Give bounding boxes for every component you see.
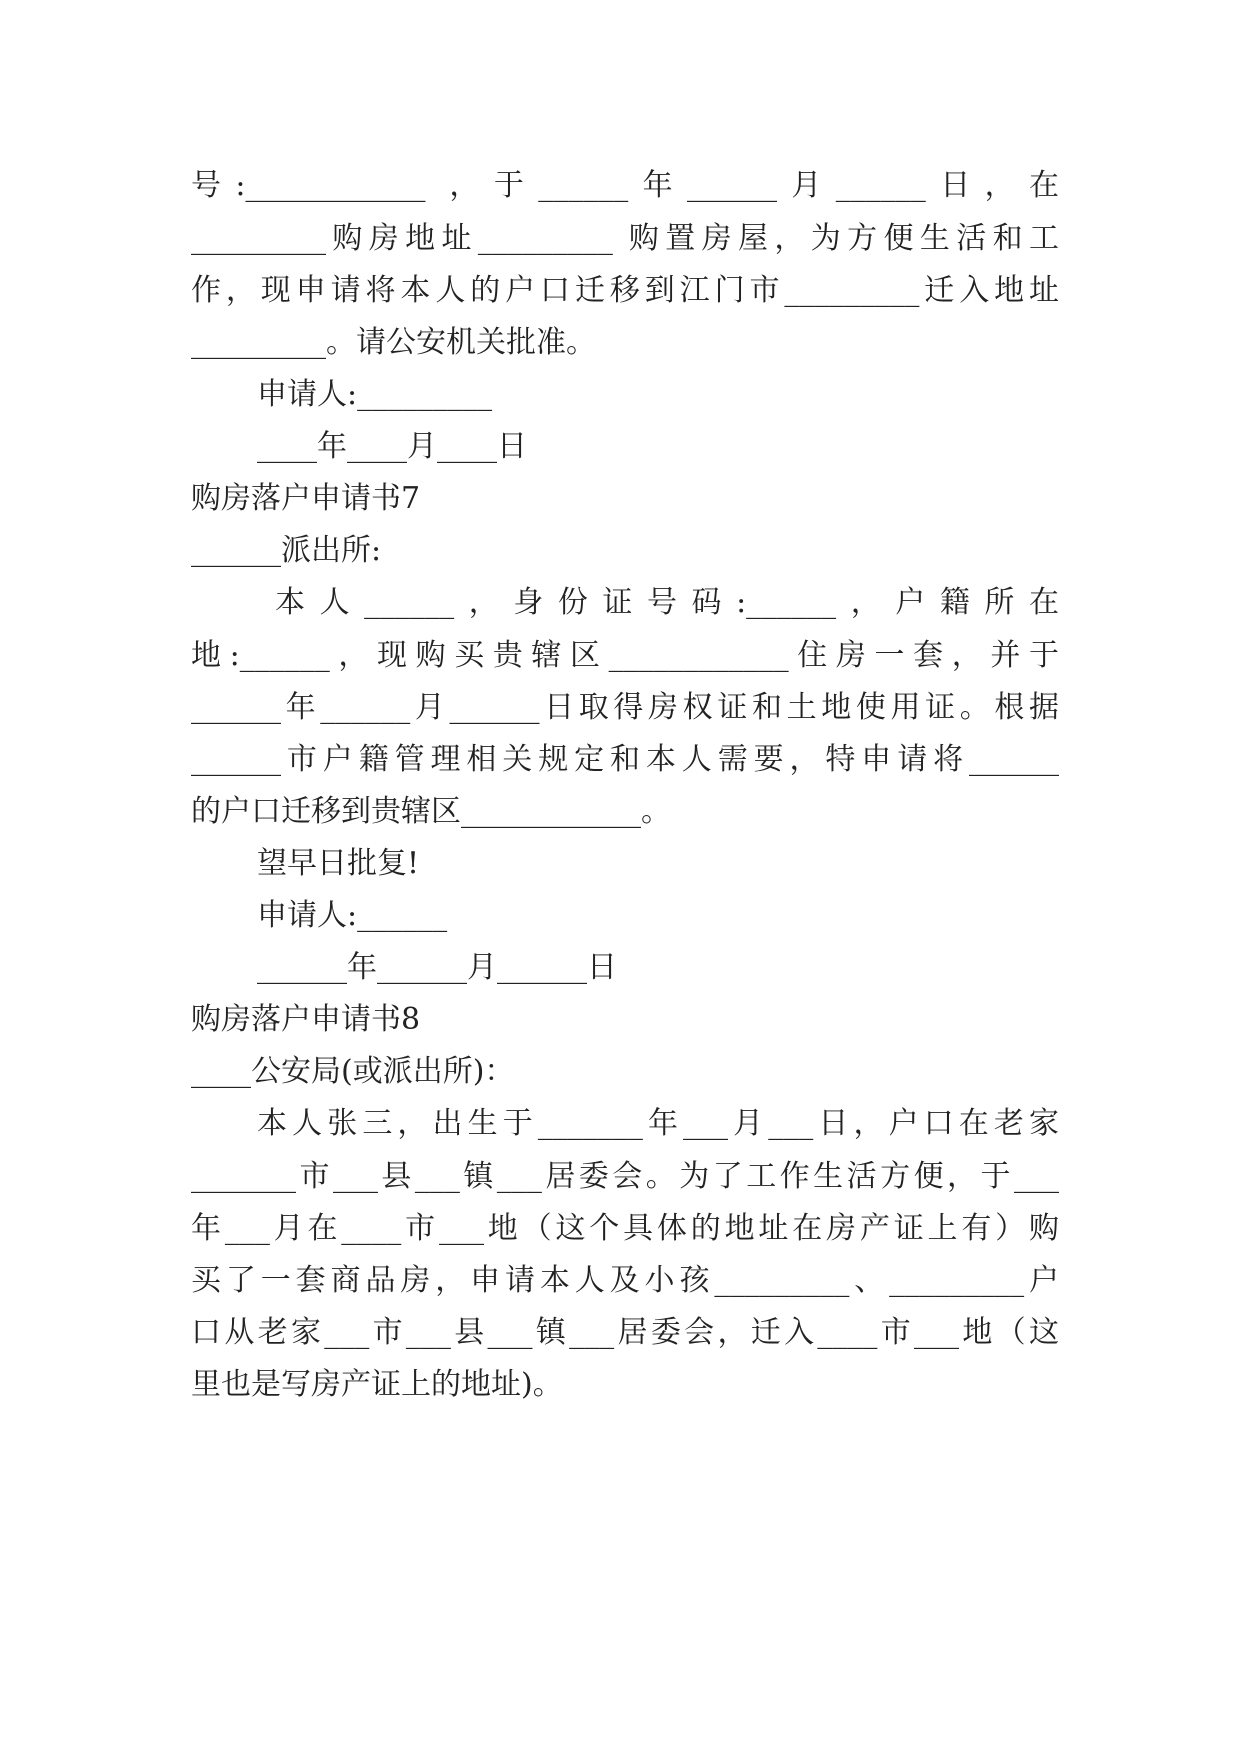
paragraph-line: 里也是写房产证上的地址)。 <box>191 1367 563 1402</box>
paragraph-line: 买了一套商品房，申请本人及小孩_________、_________户 <box>191 1263 1059 1298</box>
date-line: ______年______月______日 <box>257 950 617 985</box>
paragraph-line: ______年______月______日取得房权证和土地使用证。根据 <box>191 690 1059 725</box>
paragraph-line: _________。请公安机关批准。 <box>191 325 596 360</box>
addressee-line: ______派出所: <box>191 533 382 568</box>
paragraph-line: 年___月在____市___地（这个具体的地址在房产证上有）购 <box>191 1211 1059 1246</box>
paragraph-line: 本人______，身份证号码:______，户籍所在 <box>275 585 1059 620</box>
section-heading: 购房落户申请书7 <box>191 481 421 516</box>
paragraph-line: 作，现申请将本人的户口迁移到江门市_________迁入地址 <box>191 273 1059 308</box>
section-heading: 购房落户申请书8 <box>191 1002 421 1037</box>
paragraph-line: 口从老家___市___县___镇___居委会，迁入____市___地（这 <box>191 1315 1059 1350</box>
paragraph-line: _______市___县___镇___居委会。为了工作生活方便，于___ <box>191 1159 1059 1194</box>
paragraph-line: 号:____________ ，于______年______月______日，在 <box>191 168 1059 203</box>
paragraph-line: 地:______，现购买贵辖区____________住房一套，并于 <box>191 638 1059 673</box>
closing-line: 望早日批复! <box>257 846 420 881</box>
signature-line: 申请人:_________ <box>257 377 493 412</box>
paragraph-line: 本人张三，出生于_______年___月___日，户口在老家 <box>257 1106 1059 1141</box>
signature-line: 申请人:______ <box>257 898 448 933</box>
paragraph-line: 的户口迁移到贵辖区____________。 <box>191 794 671 829</box>
paragraph-line: ______市户籍管理相关规定和本人需要，特申请将______ <box>191 742 1059 777</box>
addressee-line: ____公安局(或派出所)： <box>191 1054 515 1089</box>
date-line: ____年____月____日 <box>257 429 527 464</box>
paragraph-line: _________购房地址_________ 购置房屋，为方便生活和工 <box>191 221 1059 256</box>
